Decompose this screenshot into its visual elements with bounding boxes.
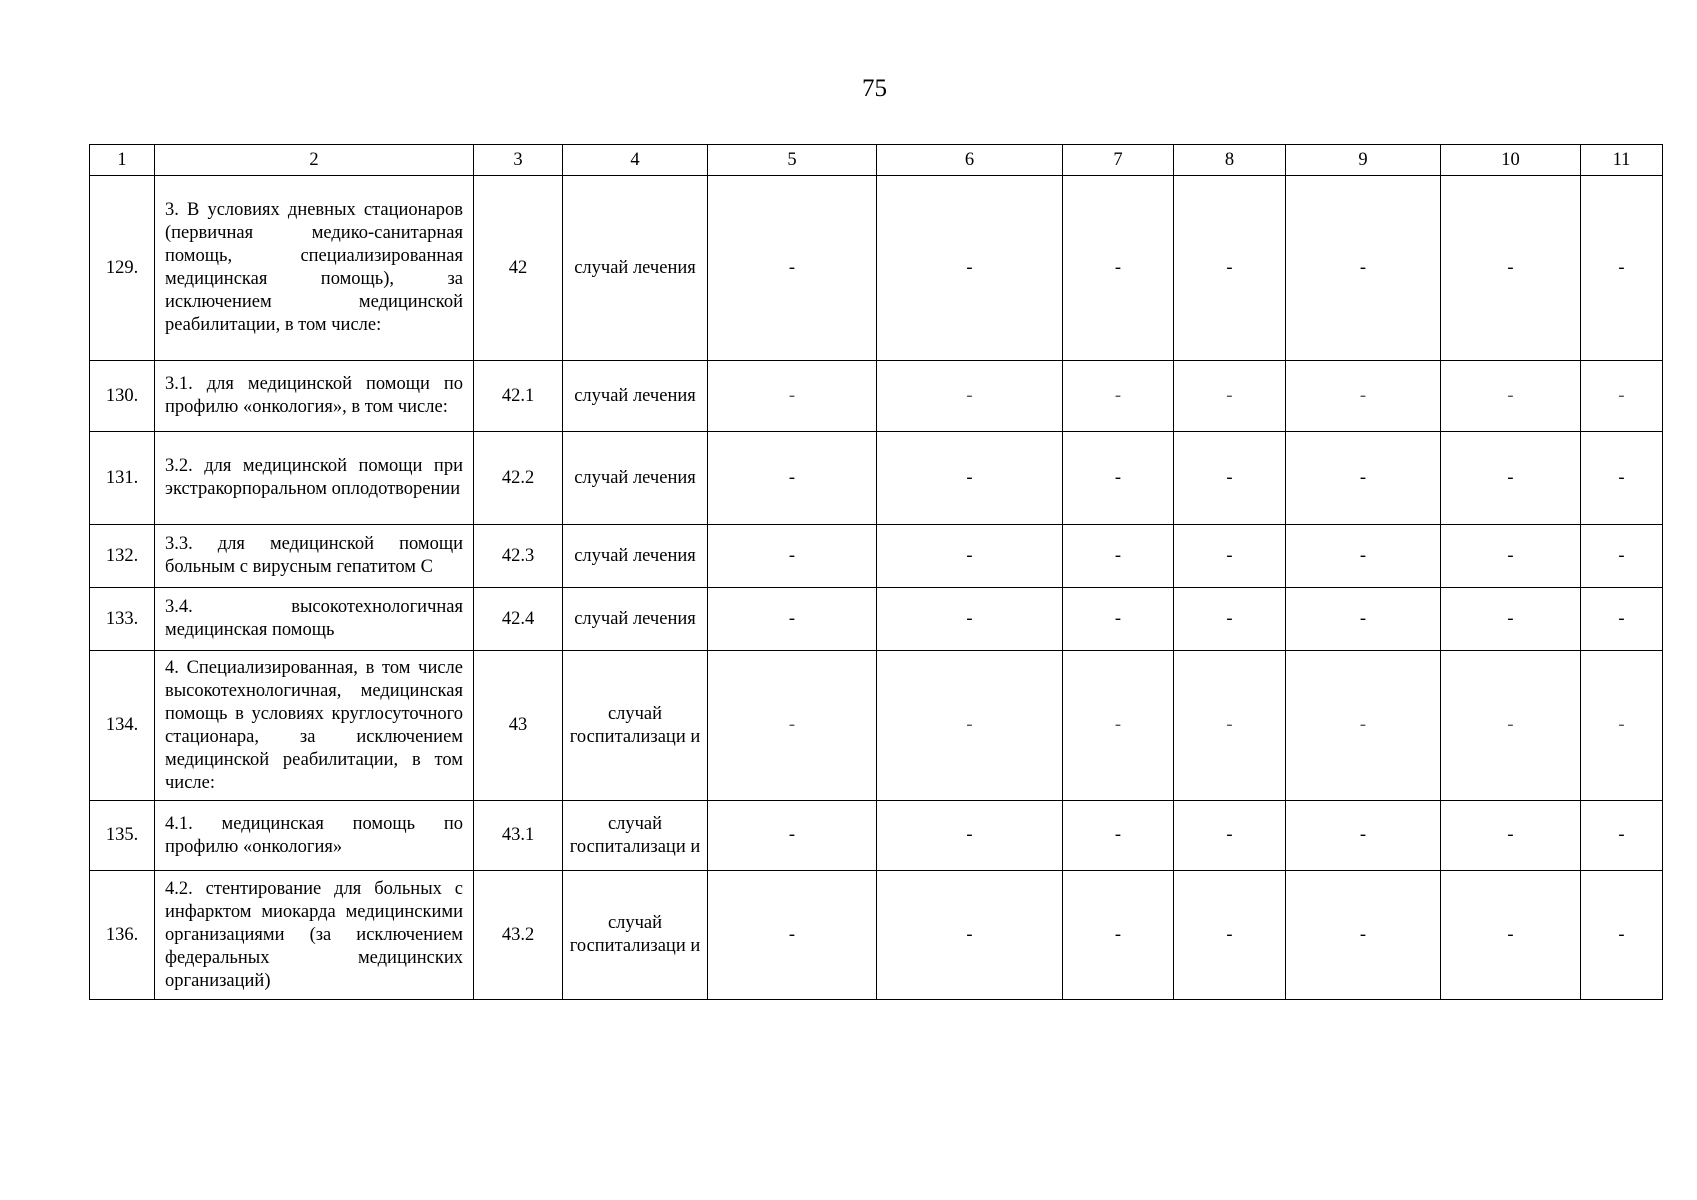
cell-value: -	[877, 176, 1063, 361]
cell-value: -	[1581, 588, 1663, 651]
cell-value: -	[1581, 651, 1663, 801]
cell-value: -	[877, 525, 1063, 588]
cell-value: -	[1063, 588, 1174, 651]
row-unit: случай лечения	[563, 176, 708, 361]
cell-value: -	[1441, 871, 1581, 1000]
column-header: 10	[1441, 145, 1581, 176]
column-header: 5	[708, 145, 877, 176]
cell-value: -	[1063, 651, 1174, 801]
table-row	[90, 525, 1663, 588]
row-number: 133.	[90, 588, 155, 651]
cell-value: -	[877, 588, 1063, 651]
row-unit: случай лечения	[563, 525, 708, 588]
cell-value: -	[877, 432, 1063, 525]
column-header: 4	[563, 145, 708, 176]
row-description: 4.2. стентирование для больных с инфарктом миокарда медицинскими организациями (за исключением федеральных медицинских организаций)	[155, 871, 474, 1000]
cell-value: -	[1174, 176, 1286, 361]
cell-value: -	[708, 651, 877, 801]
row-description: 4.1. медицинская помощь по профилю «онкология»	[155, 801, 474, 871]
column-header: 8	[1174, 145, 1286, 176]
cell-value: -	[1441, 801, 1581, 871]
cell-value: -	[708, 361, 877, 432]
row-number: 129.	[90, 176, 155, 361]
table-row	[90, 588, 1663, 651]
cell-value: -	[1286, 432, 1441, 525]
column-header: 9	[1286, 145, 1441, 176]
cell-value: -	[877, 871, 1063, 1000]
cell-value: -	[708, 588, 877, 651]
row-unit: случай госпитализаци и	[563, 651, 708, 801]
cell-value: -	[1063, 176, 1174, 361]
cell-value: -	[1581, 801, 1663, 871]
cell-value: -	[1286, 588, 1441, 651]
table-row	[90, 361, 1663, 432]
cell-value: -	[1174, 871, 1286, 1000]
row-code: 42.4	[474, 588, 563, 651]
row-code: 42.2	[474, 432, 563, 525]
row-code: 42.1	[474, 361, 563, 432]
column-header: 11	[1581, 145, 1663, 176]
cell-value: -	[877, 801, 1063, 871]
cell-value: -	[1063, 871, 1174, 1000]
cell-value: -	[1286, 525, 1441, 588]
row-description: 3.1. для медицинской помощи по профилю «онкология», в том числе:	[155, 361, 474, 432]
column-header: 3	[474, 145, 563, 176]
cell-value: -	[1174, 361, 1286, 432]
table-header-row	[90, 145, 1663, 176]
row-number: 132.	[90, 525, 155, 588]
cell-value: -	[1174, 588, 1286, 651]
row-description: 3. В условиях дневных стационаров (первичная медико-санитарная помощь, специализированная медицинская помощь), за исключением медицинской реабилитации, в том числе:	[155, 176, 474, 361]
row-number: 136.	[90, 871, 155, 1000]
row-description: 4. Специализированная, в том числе высокотехнологичная, медицинская помощь в условиях круглосуточного стационара, за исключением медицинской реабилитации, в том числе:	[155, 651, 474, 801]
cell-value: -	[1286, 801, 1441, 871]
column-header: 2	[155, 145, 474, 176]
cell-value: -	[708, 432, 877, 525]
row-description: 3.3. для медицинской помощи больным с вирусным гепатитом С	[155, 525, 474, 588]
column-header: 6	[877, 145, 1063, 176]
row-code: 42.3	[474, 525, 563, 588]
cell-value: -	[1441, 651, 1581, 801]
cell-value: -	[1441, 361, 1581, 432]
cell-value: -	[1063, 525, 1174, 588]
row-code: 43	[474, 651, 563, 801]
cell-value: -	[1581, 361, 1663, 432]
column-header: 7	[1063, 145, 1174, 176]
cell-value: -	[1174, 651, 1286, 801]
cell-value: -	[708, 525, 877, 588]
row-description: 3.2. для медицинской помощи при экстракорпоральном оплодотворении	[155, 432, 474, 525]
cell-value: -	[1063, 801, 1174, 871]
cell-value: -	[1063, 432, 1174, 525]
column-header: 1	[90, 145, 155, 176]
cell-value: -	[1286, 871, 1441, 1000]
cell-value: -	[1581, 525, 1663, 588]
data-table	[89, 144, 1663, 1000]
table-row	[90, 871, 1663, 1000]
cell-value: -	[1174, 525, 1286, 588]
cell-value: -	[1581, 871, 1663, 1000]
cell-value: -	[1286, 176, 1441, 361]
row-code: 43.1	[474, 801, 563, 871]
cell-value: -	[877, 361, 1063, 432]
row-number: 134.	[90, 651, 155, 801]
cell-value: -	[1581, 176, 1663, 361]
cell-value: -	[1063, 361, 1174, 432]
cell-value: -	[1581, 432, 1663, 525]
cell-value: -	[1441, 432, 1581, 525]
table-row	[90, 801, 1663, 871]
row-unit: случай лечения	[563, 432, 708, 525]
cell-value: -	[1441, 525, 1581, 588]
row-number: 131.	[90, 432, 155, 525]
cell-value: -	[708, 871, 877, 1000]
row-number: 130.	[90, 361, 155, 432]
row-unit: случай лечения	[563, 588, 708, 651]
cell-value: -	[1286, 361, 1441, 432]
cell-value: -	[1441, 176, 1581, 361]
cell-value: -	[877, 651, 1063, 801]
cell-value: -	[1174, 801, 1286, 871]
row-code: 43.2	[474, 871, 563, 1000]
cell-value: -	[1286, 651, 1441, 801]
row-unit: случай госпитализаци и	[563, 801, 708, 871]
cell-value: -	[1174, 432, 1286, 525]
page-number: 75	[862, 75, 887, 102]
row-unit: случай госпитализаци и	[563, 871, 708, 1000]
row-unit: случай лечения	[563, 361, 708, 432]
row-number: 135.	[90, 801, 155, 871]
table-row	[90, 651, 1663, 801]
table-row	[90, 432, 1663, 525]
cell-value: -	[708, 801, 877, 871]
table-row	[90, 176, 1663, 361]
row-description: 3.4. высокотехнологичная медицинская помощь	[155, 588, 474, 651]
cell-value: -	[1441, 588, 1581, 651]
cell-value: -	[708, 176, 877, 361]
row-code: 42	[474, 176, 563, 361]
